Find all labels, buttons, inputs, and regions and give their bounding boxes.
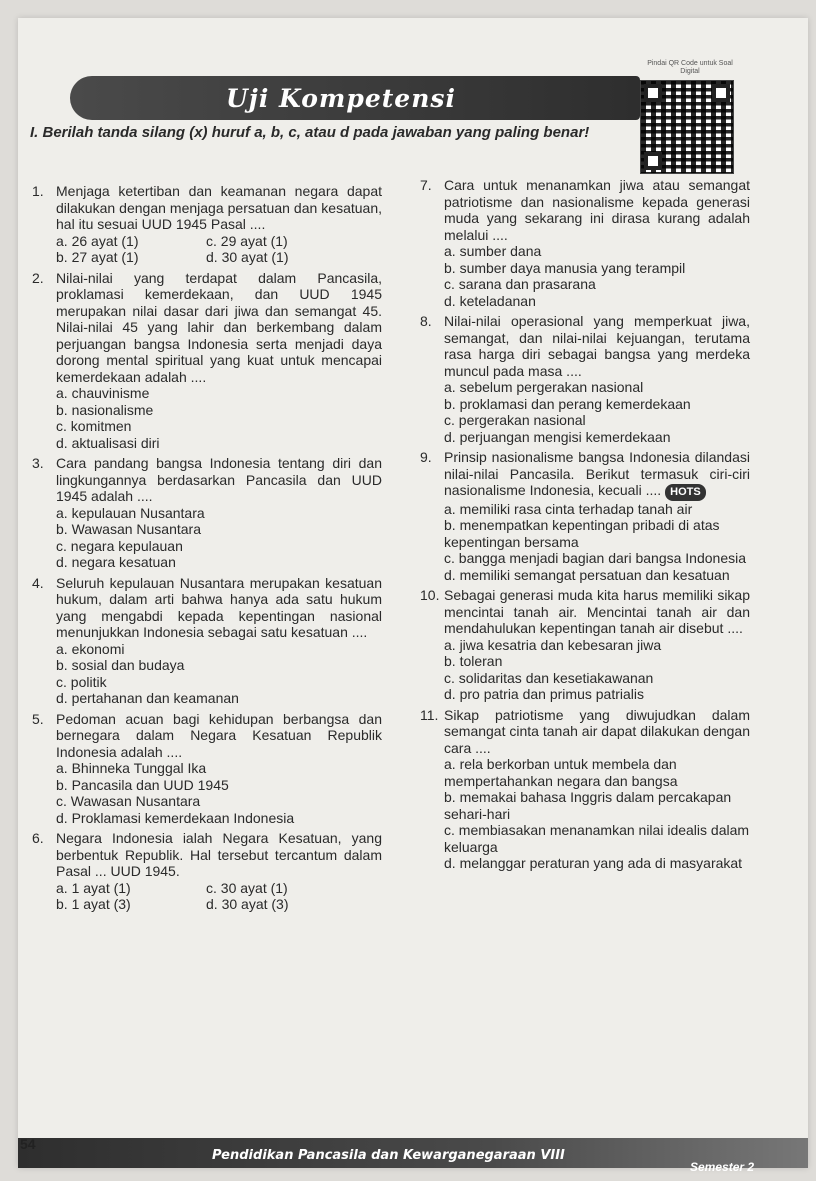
question-text: Pedoman acuan bagi kehidupan berbangsa dan bernegara dalam Negara Kesatuan Republik Indonesia adalah .... — [56, 710, 382, 760]
question-number: 5. — [32, 710, 44, 727]
answer-option[interactable]: c. solidaritas dan kesetiakawanan — [444, 669, 654, 686]
question — [420, 449, 750, 583]
question-text: Nilai-nilai operasional yang memperkuat jiwa, semangat, dan nilai-nilai kejuangan, terutama rasa harga diri sebagai bangsa yang merdeka muncul pada masa .... — [444, 313, 750, 379]
question-text: Negara Indonesia ialah Negara Kesatuan, yang berbentuk Republik. Hal tersebut tercantum dalam Pasal ... UUD 1945. — [56, 830, 382, 879]
answer-option[interactable]: c. Wawasan Nusantara — [56, 793, 201, 809]
answer-option[interactable]: c. bangga menjadi bagian dari bangsa Indonesia — [444, 550, 747, 566]
answer-option[interactable]: b. Wawasan Nusantara — [56, 521, 201, 537]
answer-option[interactable]: b. proklamasi dan perang kemerdekaan — [444, 395, 691, 412]
answer-option[interactable]: b. memakai bahasa Inggris dalam percakapan sehari-hari — [444, 789, 732, 822]
answer-option[interactable]: a. kepulauan Nusantara — [56, 504, 205, 521]
page-number: 54 — [20, 1136, 36, 1152]
question-text: Sebagai generasi muda kita harus memiliki sikap mencintai tanah air. Mencintai tanah air dan mendahulukan kepentingan tanah air disebut .... — [444, 587, 750, 636]
answer-option[interactable]: b. menempatkan kepentingan pribadi di atas kepentingan bersama — [444, 517, 720, 550]
qr-caption: Pindai QR Code untuk Soal Digital — [647, 60, 733, 75]
answer-option[interactable]: b. nasionalisme — [56, 401, 154, 418]
question-number: 11. — [420, 706, 439, 723]
answer-option[interactable]: d. pertahanan dan keamanan — [56, 690, 239, 706]
question-number: 6. — [32, 830, 44, 846]
book-title: Pendidikan Pancasila dan Kewarganegaraan VIII — [212, 1148, 565, 1163]
question-text: Prinsip nasionalisme bangsa Indonesia dilandasi nilai-nilai Pancasila. Berikut termasuk ciri-ciri nasionalisme Indonesia, kecuali .... — [444, 449, 750, 498]
answer-option[interactable]: a. Bhinneka Tunggal Ika — [56, 760, 207, 776]
left-column — [32, 183, 382, 917]
answer-option[interactable]: a. rela berkorban untuk membela dan mempertahankan negara dan bangsa — [444, 756, 678, 789]
answer-option[interactable]: b. 27 ayat (1) — [56, 249, 139, 265]
answer-option[interactable]: c. pergerakan nasional — [444, 412, 586, 428]
answer-option[interactable]: a. ekonomi — [56, 640, 125, 657]
answer-option[interactable]: d. Proklamasi kemerdekaan Indonesia — [56, 809, 295, 826]
answer-option[interactable]: c. politik — [56, 673, 107, 690]
section-instruction: I. Berilah tanda silang (x) huruf a, b, c, atau d pada jawaban yang paling benar! — [30, 124, 590, 141]
page-title: Uji Kompetensi — [226, 84, 456, 113]
question-text: Seluruh kepulauan Nusantara merupakan kesatuan hukum, dalam arti bahwa hanya ada satu hukum yang mengabdi kepada kepentingan nasional menunjukkan Indonesia sebagai satu kesatuan .... — [56, 574, 382, 640]
answer-option[interactable]: d. negara kesatuan — [56, 554, 176, 570]
question-number: 2. — [32, 269, 44, 286]
answer-option[interactable]: c. negara kepulauan — [56, 537, 183, 554]
question — [420, 313, 750, 445]
question-number: 1. — [32, 183, 44, 199]
answer-option[interactable]: d. aktualisasi diri — [56, 434, 160, 451]
question-number: 8. — [420, 313, 432, 329]
question-number: 4. — [32, 574, 44, 591]
question — [32, 183, 382, 266]
answer-option[interactable]: b. sosial dan budaya — [56, 657, 185, 673]
question-text: Menjaga ketertiban dan keamanan negara dapat dilakukan dengan menjaga persatuan dan kesatuan, hal itu sesuai UUD 1945 Pasal .... — [56, 183, 382, 232]
question — [420, 177, 750, 309]
answer-option[interactable]: d. keteladanan — [444, 292, 536, 309]
answer-option[interactable]: d. memiliki semangat persatuan dan kesatuan — [444, 566, 730, 583]
answer-option[interactable]: b. Pancasila dan UUD 1945 — [56, 776, 229, 793]
answer-option[interactable]: a. sumber dana — [444, 243, 542, 259]
question-number: 3. — [32, 455, 44, 471]
answer-option[interactable]: d. 30 ayat (1) — [206, 249, 289, 265]
answer-option[interactable]: a. jiwa kesatria dan kebesaran jiwa — [444, 636, 662, 653]
semester-label: Semester 2 — [690, 1160, 755, 1174]
answer-option[interactable]: c. membiasakan menanamkan nilai idealis dalam keluarga — [444, 822, 750, 855]
question — [32, 455, 382, 571]
answer-option[interactable]: c. sarana dan prasarana — [444, 276, 596, 292]
answer-option[interactable]: c. komitmen — [56, 418, 132, 434]
answer-option[interactable]: a. sebelum pergerakan nasional — [444, 379, 644, 395]
answer-option[interactable]: d. perjuangan mengisi kemerdekaan — [444, 428, 671, 445]
question-number: 7. — [420, 177, 432, 193]
question — [420, 587, 750, 703]
answer-option[interactable]: b. sumber daya manusia yang terampil — [444, 259, 686, 276]
question — [32, 575, 382, 707]
answer-option[interactable]: b. toleran — [444, 653, 503, 669]
answer-option[interactable]: d. pro patria dan primus patrialis — [444, 686, 644, 702]
answer-option[interactable]: d. 30 ayat (3) — [206, 896, 289, 912]
question-text: Cara untuk menanamkan jiwa atau semangat patriotisme dan nasionalisme kepada generasi muda yang sekarang ini dirasa kurang adalah melalui .... — [444, 177, 750, 243]
hots-badge: HOTS — [665, 484, 706, 501]
question — [420, 707, 750, 872]
answer-option[interactable]: c. 29 ayat (1) — [206, 232, 288, 249]
answer-option[interactable]: a. chauvinisme — [56, 385, 150, 401]
right-column — [420, 177, 750, 876]
question-text: Cara pandang bangsa Indonesia tentang diri dan lingkungannya berdasarkan Pancasila dan UUD 1945 adalah .... — [56, 455, 382, 504]
answer-option[interactable]: b. 1 ayat (3) — [56, 896, 131, 912]
question-number: 10. — [420, 587, 440, 603]
question-text: Sikap patriotisme yang diwujudkan dalam semangat cinta tanah air dapat dilakukan dengan cara .... — [444, 706, 750, 756]
answer-option[interactable]: d. melanggar peraturan yang ada di masyarakat — [444, 855, 743, 871]
question-text: Nilai-nilai yang terdapat dalam Pancasila, proklamasi kemerdekaan, dan UUD 1945 merupakan nilai dasar dari jiwa dan semangat 45. Nilai-nilai 45 yang lahir dan berkembang dalam perjuangan bangsa Indonesia serta menjadi daya dorong mental spiritual yang kuat untuk mencapai kemerdekaan adalah .... — [56, 269, 382, 385]
qr-code-icon[interactable] — [640, 80, 734, 174]
question — [32, 711, 382, 827]
question — [32, 270, 382, 452]
answer-option[interactable]: c. 30 ayat (1) — [206, 879, 288, 896]
question-number: 9. — [420, 449, 432, 465]
answer-option[interactable]: a. 26 ayat (1) — [56, 232, 139, 249]
answer-option[interactable]: a. memiliki rasa cinta terhadap tanah air — [444, 500, 693, 517]
answer-option[interactable]: a. 1 ayat (1) — [56, 879, 131, 896]
question — [32, 830, 382, 913]
